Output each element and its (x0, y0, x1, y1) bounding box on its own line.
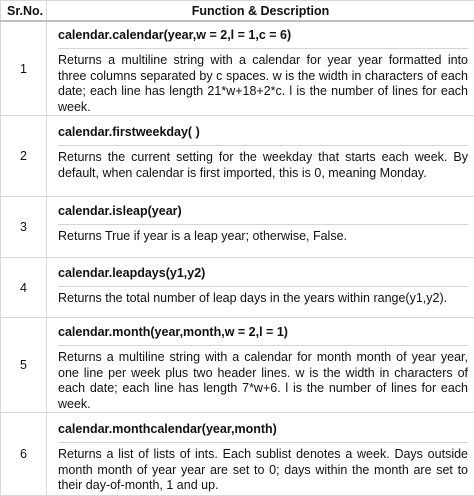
function-signature: calendar.calendar(year,w = 2,l = 1,c = 6) (58, 28, 468, 49)
function-signature: calendar.leapdays(y1,y2) (58, 266, 468, 287)
function-description: Returns the current setting for the weekday that starts each week. By default, when calendar is first imported, this is 0, meaning Monday. (58, 150, 468, 181)
function-signature: calendar.firstweekday( ) (58, 125, 468, 146)
function-description: Returns a multiline string with a calendar for year year formatted into three columns separated by c spaces. w is the width in characters of each date; each line has length 21*w+18+2*c. l is the number of lines for each week. (58, 53, 468, 115)
function-description: Returns a list of lists of ints. Each sublist denotes a week. Days outside month month of year year are set to 0; days within the month are set to their day-of-month, 1 and up. (58, 447, 468, 494)
row-content (47, 21, 474, 116)
row-content (47, 116, 474, 197)
row-content (47, 197, 474, 258)
row-number: 5 (1, 318, 47, 413)
row-number: 4 (1, 258, 47, 318)
row-content (47, 318, 474, 413)
row-content (47, 413, 474, 496)
function-signature: calendar.month(year,month,w = 2,l = 1) (58, 325, 468, 346)
function-description: Returns True if year is a leap year; otherwise, False. (58, 229, 468, 245)
table-row (1, 197, 474, 258)
table-row (1, 116, 474, 197)
function-description: Returns a multiline string with a calendar for month month of year year, one line per week plus two header lines. w is the width in characters of each date; each line has length 7*w+6. l is the number of lines for each week. (58, 350, 468, 412)
function-description: Returns the total number of leap days in the years within range(y1,y2). (58, 291, 468, 307)
function-signature: calendar.monthcalendar(year,month) (58, 422, 468, 443)
row-number: 2 (1, 116, 47, 197)
row-number: 1 (1, 21, 47, 116)
row-number: 6 (1, 413, 47, 496)
row-content (47, 258, 474, 318)
table-row (1, 318, 474, 413)
table-row (1, 258, 474, 318)
header-function-description: Function & Description (47, 1, 474, 22)
table-row (1, 413, 474, 496)
header-sr-no: Sr.No. (1, 1, 47, 22)
table-row (1, 21, 474, 116)
function-signature: calendar.isleap(year) (58, 204, 468, 225)
row-number: 3 (1, 197, 47, 258)
table-header-row (1, 1, 474, 22)
